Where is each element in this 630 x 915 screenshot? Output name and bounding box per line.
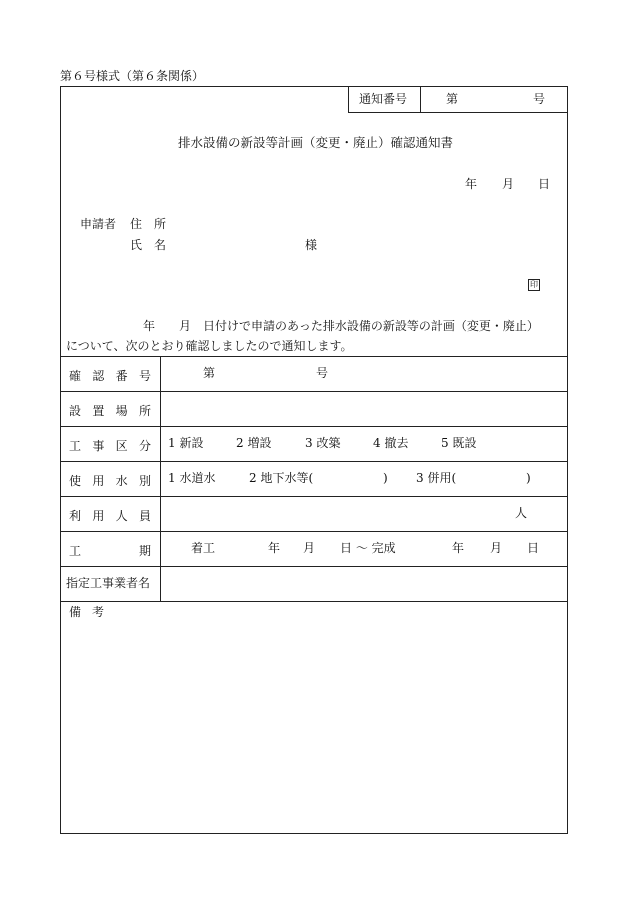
date-day: 日 [538,177,551,191]
work-type-option-existing[interactable]: 5 既設 [441,436,477,450]
work-type-option-remove[interactable]: 4 撤去 [373,436,409,450]
confirm-no-label: 確 認 番 号 [69,369,151,383]
water-use-option-ground[interactable]: 2 地下水等( [249,471,314,485]
notice-box-bottom-border [348,112,568,113]
work-type-label: 工 事 区 分 [69,439,151,453]
users-label: 利 用 人 員 [69,509,151,523]
row-divider [60,566,568,567]
period-end-year: 年 [452,541,465,555]
address-label: 住 所 [130,217,167,231]
body-line1: 日付けで申請のあった排水設備の新設等の計画（変更・廃止） [203,319,539,333]
row-divider [60,531,568,532]
notice-box-divider [420,86,421,112]
location-label: 設 置 場 所 [69,404,151,418]
water-use-paren-close-1: ) [383,471,388,485]
work-type-option-new[interactable]: 1 新設 [168,436,204,450]
period-start-day-to-end: 日 ～ 完成 [340,541,396,555]
applicant-label: 申請者 [80,217,117,231]
row-divider [60,601,568,602]
period-start-year: 年 [268,541,281,555]
row-divider [60,496,568,497]
body-month: 月 [179,319,192,333]
water-use-option-combined[interactable]: 3 併用( [416,471,457,485]
notice-box-left-border [348,86,349,112]
users-field[interactable] [162,498,507,529]
form-id: 第６号様式（第６条関係） [60,69,205,83]
document-title: 排水設備の新設等計画（変更・廃止）確認通知書 [178,135,454,150]
work-type-option-rebuild[interactable]: 3 改築 [305,436,341,450]
confirm-no-field[interactable] [220,362,310,384]
confirm-no-go: 号 [316,366,329,380]
row-divider [60,356,568,357]
body-year: 年 [143,319,156,333]
period-start-month: 月 [303,541,316,555]
notice-no-dai: 第 [446,92,459,106]
name-field[interactable] [180,235,300,253]
location-field[interactable] [162,393,566,424]
label-column-divider [160,356,161,601]
period-start-label: 着工 [191,541,216,555]
period-label: 工 期 [69,544,151,558]
honorific: 様 [305,238,318,252]
contractor-label: 指定工事業者名 [66,576,151,590]
seal-stamp: 印 [530,280,538,289]
date-month: 月 [502,177,515,191]
remarks-label-1: 備 [69,605,82,619]
notice-no-value-field[interactable] [458,90,528,108]
period-end-month: 月 [490,541,503,555]
remarks-field[interactable] [62,622,566,830]
address-field[interactable] [180,214,460,232]
water-use-option-tap[interactable]: 1 水道水 [168,471,216,485]
confirm-no-dai: 第 [203,366,216,380]
notice-no-go: 号 [533,92,546,106]
contractor-field[interactable] [162,568,566,599]
users-unit: 人 [515,506,528,520]
water-use-paren-close-2: ) [526,471,531,485]
row-divider [60,391,568,392]
water-use-label: 使 用 水 別 [69,474,151,488]
remarks-label-2: 考 [92,605,105,619]
row-divider [60,461,568,462]
period-end-day: 日 [527,541,540,555]
work-type-option-expand[interactable]: 2 増設 [236,436,272,450]
date-year: 年 [465,177,478,191]
body-line2: について、次のとおり確認しましたので通知します。 [66,339,353,353]
row-divider [60,426,568,427]
notice-no-label: 通知番号 [359,92,408,106]
name-label: 氏 名 [130,238,167,252]
